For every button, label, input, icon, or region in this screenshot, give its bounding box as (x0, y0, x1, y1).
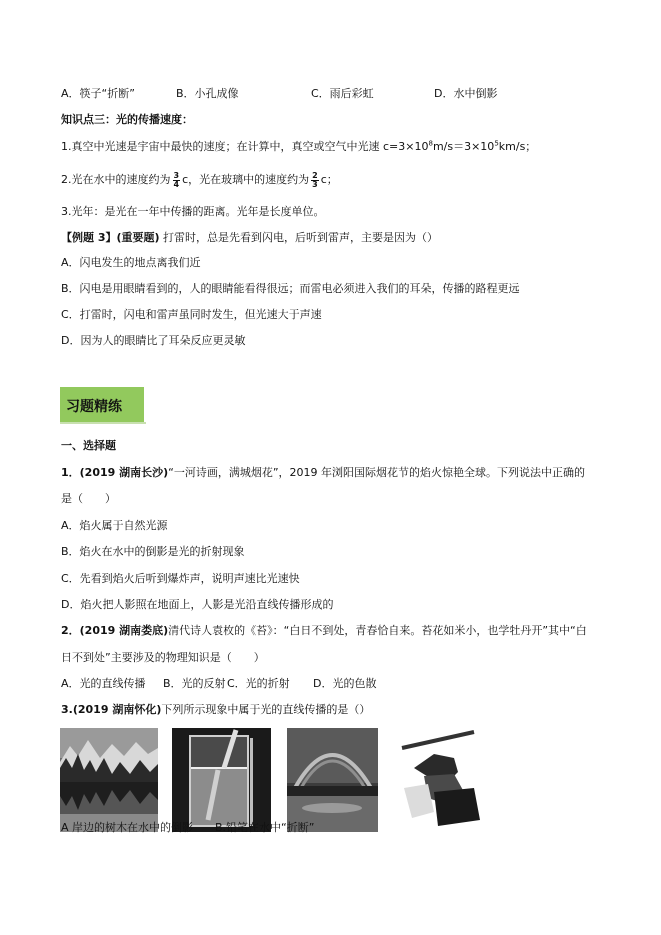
example-option-d: D．因为人的眼睛比了耳朵反应更灵敏 (61, 334, 246, 347)
question-source: (2019 湖南长沙) (79, 466, 169, 479)
lake-reflection-photo (60, 728, 158, 832)
q2-option-a: A．光的直线传播 (61, 677, 146, 690)
example-3-stem: 【例题 3】(重要题) 打雷时，总是先看到闪电，后听到雷声，主要是因为（） (61, 231, 439, 244)
pencil-in-water-photo (172, 728, 271, 832)
q2-options (61, 676, 461, 692)
q2-option-d: D．光的色散 (313, 677, 377, 690)
section-banner-title: 习题精练 (66, 399, 122, 415)
option-a: A．筷子“折断” (61, 87, 135, 100)
knowledge-point-title: 知识点三：光的传播速度： (61, 113, 193, 126)
option-d: D．水中倒影 (434, 87, 498, 100)
q1-option-b: B．焰火在水中的倒影是光的折射现象 (61, 545, 245, 558)
q2-option-c: C．光的折射 (227, 677, 290, 690)
hand-shadow-photo (394, 728, 482, 832)
question-source: (2019 湖南娄底) (79, 624, 169, 637)
question-2-stem-cont: 日不到处”主要涉及的物理知识是（ ） (61, 651, 265, 664)
knowledge-point-line-3: 3.光年：是光在一年中传播的距离。光年是长度单位。 (61, 205, 325, 218)
caption-b: B.铅笔在水中“折断” (215, 821, 315, 834)
example-option-c: C．打雷时，闪电和雷声虽同时发生，但光速大于声速 (61, 308, 322, 321)
section-banner (60, 387, 144, 423)
example-tag: 【例题 3】(重要题) (61, 231, 160, 244)
question-1-stem: 1．(2019 湖南长沙)“一河诗画，满城烟花”，2019 年浏阳国际烟花节的焰火惊艳全球。下列说法中正确的 (61, 466, 586, 479)
option-c: C．雨后彩虹 (311, 87, 374, 100)
example-option-a: A．闪电发生的地点离我们近 (61, 256, 201, 269)
example-option-b: B．闪电是用眼睛看到的，人的眼睛能看得很远；而雷电必须进入我们的耳朵，传播的路程更远 (61, 282, 520, 295)
fraction-three-quarters: $\frac{3}{4}$ (173, 170, 180, 189)
fraction-two-thirds: $\frac{2}{3}$ (312, 170, 318, 189)
q2-option-b: B．光的反射 (163, 677, 226, 690)
question-3-stem: 3.(2019 湖南怀化)下列所示现象中属于光的直线传播的是（） (61, 703, 371, 716)
option-b: B．小孔成像 (176, 87, 239, 100)
q1-option-d: D．焰火把人影照在地面上，人影是光沿直线传播形成的 (61, 598, 334, 611)
knowledge-point-line-1: 1.真空中光速是宇宙中最快的速度；在计算中，真空或空气中光速 $c=3\times 10^8m/s=3\times 10^5km/s$； (61, 139, 537, 153)
q1-option-a: A．焰火属于自然光源 (61, 519, 168, 532)
section-heading: 一、选择题 (61, 439, 116, 452)
q1-option-c: C．先看到焰火后听到爆炸声，说明声速比光速快 (61, 572, 300, 585)
caption-a: A 岸边的树木在水中的倒影 (61, 821, 194, 834)
question-2-stem: 2．(2019 湖南娄底)清代诗人袁枚的《苔》：“白日不到处，青春恰自来。苔花如米小，也学牡丹开”其中“白 (61, 624, 587, 637)
knowledge-point-line-2: 2.光在水中的速度约为 $\frac{3}{4}$ c，光在玻璃中的速度约为 $\frac{2}{3}$ c； (61, 170, 338, 189)
question-source: (2019 湖南怀化) (72, 703, 162, 716)
rainbow-photo (287, 728, 378, 832)
prev-question-options (61, 86, 581, 102)
q3-image-captions (61, 820, 481, 836)
question-1-stem-cont: 是（ ） (61, 492, 116, 505)
banner-underline (60, 422, 146, 424)
